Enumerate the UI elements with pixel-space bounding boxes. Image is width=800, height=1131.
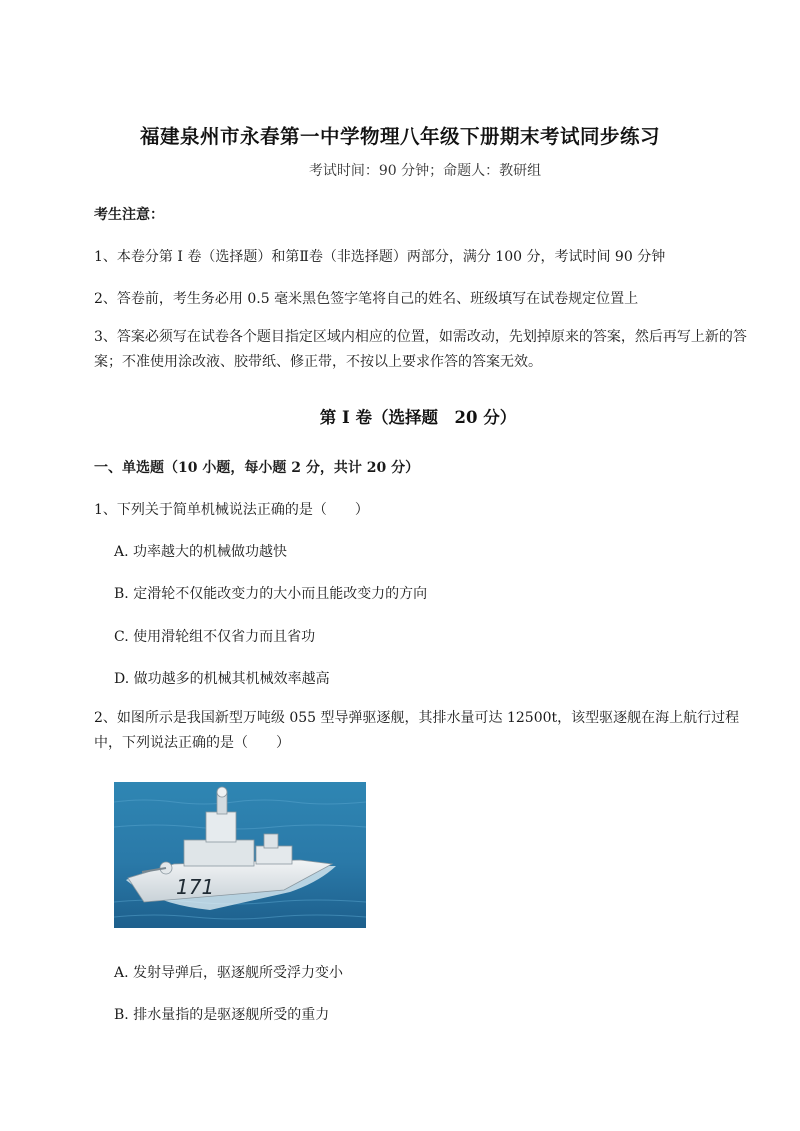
notice-item-2: 2、答卷前，考生务必用 0.5 毫米黑色签字笔将自己的姓名、班级填写在试卷规定位置上 bbox=[94, 291, 639, 307]
notice-item-3: 3、答案必须写在试卷各个题目指定区域内相应的位置，如需改动，先划掉原来的答案，然后再写上新的答案；不准使用涂改液、胶带纸、修正带，不按以上要求作答的答案无效。 bbox=[94, 329, 747, 370]
exam-info: 考试时间：90 分钟；命题人：教研组 bbox=[308, 163, 542, 179]
part-heading: 一、单选题（10 小题，每小题 2 分，共计 20 分） bbox=[94, 460, 420, 476]
page-title: 福建泉州市永春第一中学物理八年级下册期末考试同步练习 bbox=[139, 125, 660, 148]
question-2-option-b: B. 排水量指的是驱逐舰所受的重力 bbox=[114, 1007, 330, 1023]
destroyer-photo bbox=[114, 782, 366, 928]
section-title: 第 I 卷（选择题 20 分） bbox=[319, 408, 517, 427]
hull-number: 171 bbox=[176, 875, 215, 899]
question-2-option-a: A. 发射导弹后，驱逐舰所受浮力变小 bbox=[114, 965, 344, 981]
question-1-option-c: C. 使用滑轮组不仅省力而且省功 bbox=[114, 629, 316, 645]
question-2-stem: 2、如图所示是我国新型万吨级 055 型导弹驱逐舰，其排水量可达 12500t，该型驱逐舰在海上航行过程中，下列说法正确的是（ ） bbox=[94, 710, 740, 751]
question-1-option-d: D. 做功越多的机械其机械效率越高 bbox=[114, 671, 330, 687]
question-1-stem: 1、下列关于简单机械说法正确的是（ ） bbox=[94, 502, 369, 518]
question-1-option-a: A. 功率越大的机械做功越快 bbox=[114, 544, 288, 560]
question-1-option-b: B. 定滑轮不仅能改变力的大小而且能改变力的方向 bbox=[114, 586, 428, 602]
notice-item-1: 1、本卷分第 I 卷（选择题）和第Ⅱ卷（非选择题）两部分，满分 100 分，考试时间 90 分钟 bbox=[94, 249, 666, 265]
notice-heading: 考生注意： bbox=[94, 207, 164, 223]
